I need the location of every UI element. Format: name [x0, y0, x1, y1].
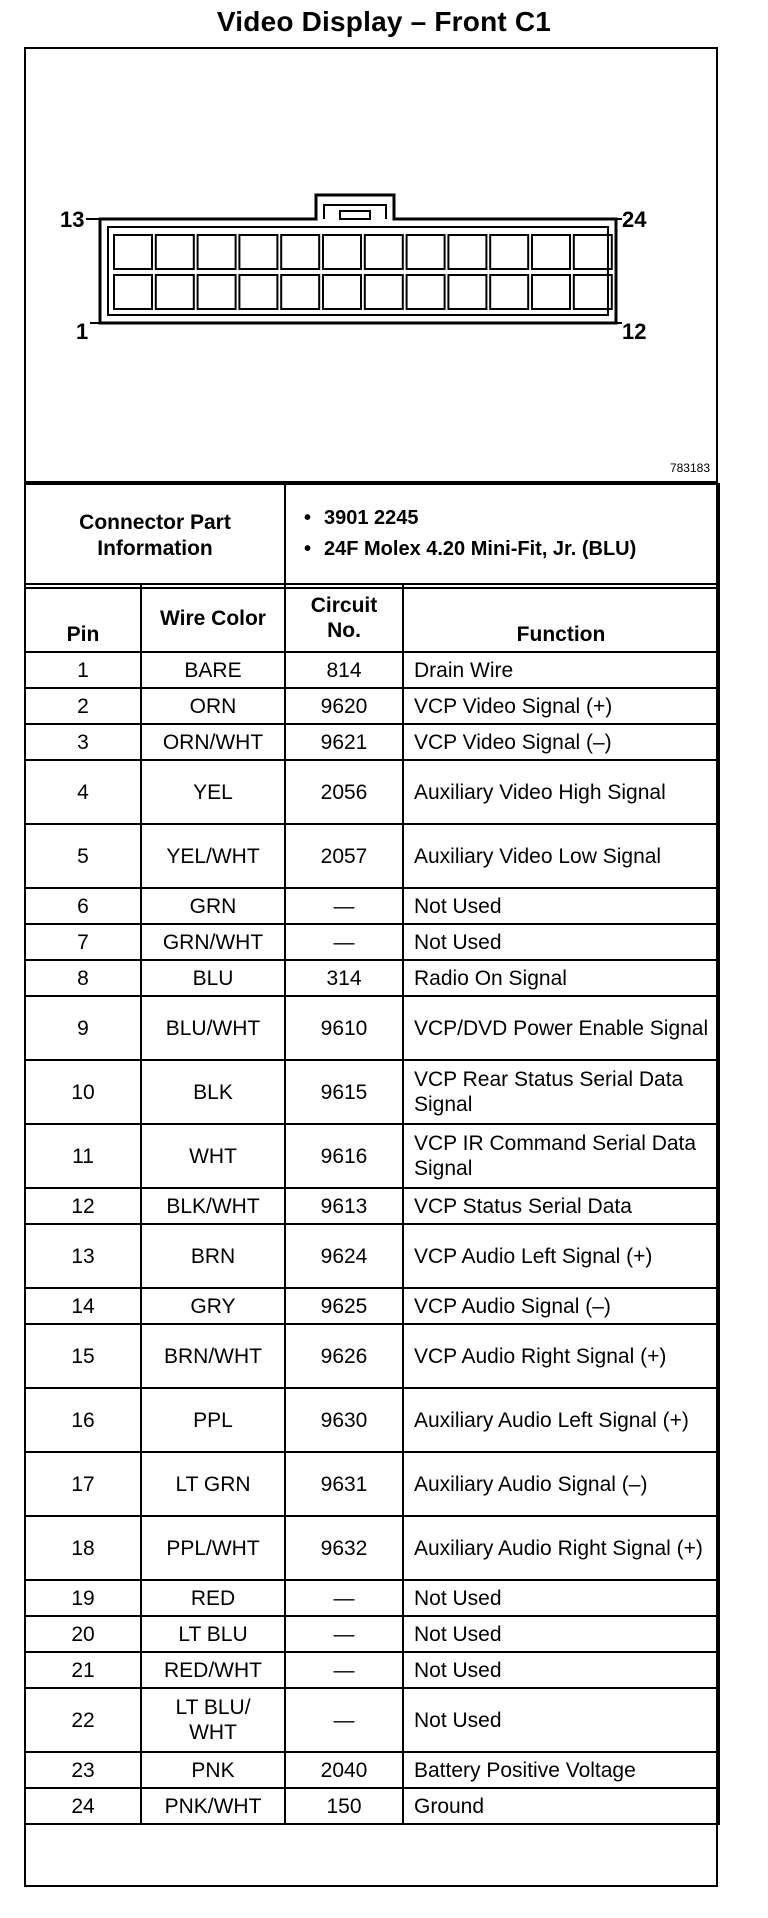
pin-number: 1	[25, 652, 141, 688]
circuit-number: 9624	[285, 1224, 403, 1288]
wire-color: BLK	[141, 1060, 285, 1124]
pin-function: Not Used	[403, 924, 719, 960]
circuit-number: 9626	[285, 1324, 403, 1388]
pin-cavity	[574, 275, 612, 309]
pin-function: Auxiliary Audio Right Signal (+)	[403, 1516, 719, 1580]
circuit-number: 9632	[285, 1516, 403, 1580]
pin-row	[25, 1288, 719, 1324]
pin-number: 18	[25, 1516, 141, 1580]
wire-color: LT GRN	[141, 1452, 285, 1516]
connector-info-label-line2: Information	[97, 537, 213, 560]
pin-function: VCP Video Signal (–)	[403, 724, 719, 760]
pin-row	[25, 1224, 719, 1288]
connector-outline	[100, 195, 616, 323]
pin-function: Drain Wire	[403, 652, 719, 688]
pin-number: 9	[25, 996, 141, 1060]
pin-number: 16	[25, 1388, 141, 1452]
pinout-table	[24, 583, 720, 1825]
pin-row	[25, 1688, 719, 1752]
pin-function: VCP/DVD Power Enable Signal	[403, 996, 719, 1060]
pin-number: 15	[25, 1324, 141, 1388]
wire-color: YEL	[141, 760, 285, 824]
pin-cavity	[156, 275, 194, 309]
pin-cavity	[490, 235, 528, 269]
circuit-number: —	[285, 1688, 403, 1752]
wire-color: PPL/WHT	[141, 1516, 285, 1580]
pin-cavity	[365, 235, 403, 269]
pin-row	[25, 996, 719, 1060]
pin-row	[25, 960, 719, 996]
connector-description: • 24F Molex 4.20 Mini-Fit, Jr. (BLU)	[324, 537, 718, 562]
pin-function: Auxiliary Video Low Signal	[403, 824, 719, 888]
pin-number: 7	[25, 924, 141, 960]
connector-info-label	[25, 484, 285, 588]
wire-color: ORN	[141, 688, 285, 724]
circuit-number: 9620	[285, 688, 403, 724]
pin-number: 8	[25, 960, 141, 996]
pin-cavity	[323, 235, 361, 269]
pin-row	[25, 1788, 719, 1824]
pin-row	[25, 888, 719, 924]
circuit-number: 2057	[285, 824, 403, 888]
wire-color: YEL/WHT	[141, 824, 285, 888]
wire-color: WHT	[141, 1124, 285, 1188]
circuit-number: 9630	[285, 1388, 403, 1452]
pin-row	[25, 1188, 719, 1224]
wire-color: PNK	[141, 1752, 285, 1788]
circuit-number: 2056	[285, 760, 403, 824]
col-header-function: Function	[403, 584, 719, 652]
pinout-header-row	[25, 584, 719, 652]
pin-cavity	[281, 235, 319, 269]
pin-function: VCP Audio Left Signal (+)	[403, 1224, 719, 1288]
pin-number: 11	[25, 1124, 141, 1188]
wire-color: BRN	[141, 1224, 285, 1288]
pin-cavity	[156, 235, 194, 269]
pin-function: VCP Rear Status Serial Data Signal	[403, 1060, 719, 1124]
circuit-number: 9615	[285, 1060, 403, 1124]
circuit-number: 9621	[285, 724, 403, 760]
pin-number: 2	[25, 688, 141, 724]
pin-row	[25, 824, 719, 888]
pin-function: Not Used	[403, 1652, 719, 1688]
pin-row	[25, 724, 719, 760]
wire-color: RED/WHT	[141, 1652, 285, 1688]
pin-function: Auxiliary Audio Signal (–)	[403, 1452, 719, 1516]
wire-color: LT BLU	[141, 1616, 285, 1652]
pin-row	[25, 1616, 719, 1652]
circuit-number: 9616	[285, 1124, 403, 1188]
pin-number: 12	[25, 1188, 141, 1224]
wire-color: BLK/WHT	[141, 1188, 285, 1224]
pin-cavity	[574, 235, 612, 269]
pin-function: VCP Audio Right Signal (+)	[403, 1324, 719, 1388]
circuit-number: —	[285, 888, 403, 924]
connector-info-label-line1: Connector Part	[79, 511, 231, 534]
pin-function: Not Used	[403, 888, 719, 924]
pin-number: 20	[25, 1616, 141, 1652]
pin-number: 4	[25, 760, 141, 824]
pin-cavity	[239, 235, 277, 269]
wire-color: RED	[141, 1580, 285, 1616]
pin-function: Ground	[403, 1788, 719, 1824]
wire-color: BARE	[141, 652, 285, 688]
pin-function: Auxiliary Audio Left Signal (+)	[403, 1388, 719, 1452]
pin-function: VCP Status Serial Data	[403, 1188, 719, 1224]
pin-function: VCP Audio Signal (–)	[403, 1288, 719, 1324]
pin-row	[25, 1124, 719, 1188]
pin-cavities	[114, 235, 612, 309]
pin-label-1: 1	[76, 319, 89, 344]
wire-color: ORN/WHT	[141, 724, 285, 760]
wire-color: LT BLU/ WHT	[141, 1688, 285, 1752]
reference-number: 783183	[669, 461, 710, 475]
wire-color: BLU	[141, 960, 285, 996]
pin-cavity	[365, 275, 403, 309]
pin-number: 3	[25, 724, 141, 760]
pin-function: Not Used	[403, 1580, 719, 1616]
pin-function: Auxiliary Video High Signal	[403, 760, 719, 824]
circuit-number: 9625	[285, 1288, 403, 1324]
pin-row	[25, 652, 719, 688]
pin-number: 21	[25, 1652, 141, 1688]
pin-row	[25, 1516, 719, 1580]
col-header-pin: Pin	[25, 584, 141, 652]
wire-color: GRY	[141, 1288, 285, 1324]
pin-function: Not Used	[403, 1616, 719, 1652]
page-title: Video Display – Front C1	[216, 6, 552, 37]
pin-cavity	[239, 275, 277, 309]
circuit-number: 9610	[285, 996, 403, 1060]
circuit-number: 9631	[285, 1452, 403, 1516]
circuit-number: —	[285, 1580, 403, 1616]
pin-row	[25, 760, 719, 824]
pin-cavity	[114, 235, 152, 269]
wire-color: GRN/WHT	[141, 924, 285, 960]
circuit-number: —	[285, 924, 403, 960]
pinout-body	[25, 652, 719, 1824]
pin-row	[25, 688, 719, 724]
pin-function: VCP IR Command Serial Data Signal	[403, 1124, 719, 1188]
pin-cavity	[198, 275, 236, 309]
connector-latch-inner	[340, 211, 370, 219]
pin-number: 14	[25, 1288, 141, 1324]
wire-color: BLU/WHT	[141, 996, 285, 1060]
pin-label-12: 12	[622, 319, 647, 344]
circuit-number: 2040	[285, 1752, 403, 1788]
circuit-number: 9613	[285, 1188, 403, 1224]
circuit-number: —	[285, 1616, 403, 1652]
col-header-wire-color: Wire Color	[141, 584, 285, 652]
wire-color: PPL	[141, 1388, 285, 1452]
pin-number: 13	[25, 1224, 141, 1288]
connector-drawing	[24, 47, 718, 483]
pin-number: 24	[25, 1788, 141, 1824]
pin-row	[25, 1060, 719, 1124]
pin-number: 19	[25, 1580, 141, 1616]
wire-color: GRN	[141, 888, 285, 924]
pin-cavity	[448, 275, 486, 309]
pin-label-24: 24	[622, 207, 647, 232]
pin-cavity	[532, 235, 570, 269]
col-header-circuit: Circuit No.	[285, 584, 403, 652]
pin-cavity	[114, 275, 152, 309]
pin-cavity	[407, 275, 445, 309]
connector-part-info	[24, 483, 720, 589]
wire-color: BRN/WHT	[141, 1324, 285, 1388]
pin-cavity	[323, 275, 361, 309]
pin-row	[25, 1324, 719, 1388]
wire-color: PNK/WHT	[141, 1788, 285, 1824]
pin-label-13: 13	[60, 207, 85, 232]
pin-number: 10	[25, 1060, 141, 1124]
pin-cavity	[532, 275, 570, 309]
pin-row	[25, 1452, 719, 1516]
pin-number: 6	[25, 888, 141, 924]
circuit-number: —	[285, 1652, 403, 1688]
pin-row	[25, 924, 719, 960]
pin-number: 22	[25, 1688, 141, 1752]
circuit-number: 150	[285, 1788, 403, 1824]
pin-function: VCP Video Signal (+)	[403, 688, 719, 724]
pin-cavity	[448, 235, 486, 269]
pin-cavity	[490, 275, 528, 309]
circuit-number: 314	[285, 960, 403, 996]
pin-cavity	[407, 235, 445, 269]
pin-cavity	[281, 275, 319, 309]
connector-diagram	[24, 47, 718, 483]
pin-function: Battery Positive Voltage	[403, 1752, 719, 1788]
pin-row	[25, 1652, 719, 1688]
circuit-number: 814	[285, 652, 403, 688]
pin-function: Not Used	[403, 1688, 719, 1752]
pin-row	[25, 1580, 719, 1616]
pin-row	[25, 1388, 719, 1452]
pin-row	[25, 1752, 719, 1788]
pin-number: 23	[25, 1752, 141, 1788]
pin-cavity	[198, 235, 236, 269]
connector-part-number: • 3901 2245	[324, 506, 718, 531]
pin-function: Radio On Signal	[403, 960, 719, 996]
connector-info-values	[285, 484, 719, 588]
pin-number: 17	[25, 1452, 141, 1516]
pin-number: 5	[25, 824, 141, 888]
